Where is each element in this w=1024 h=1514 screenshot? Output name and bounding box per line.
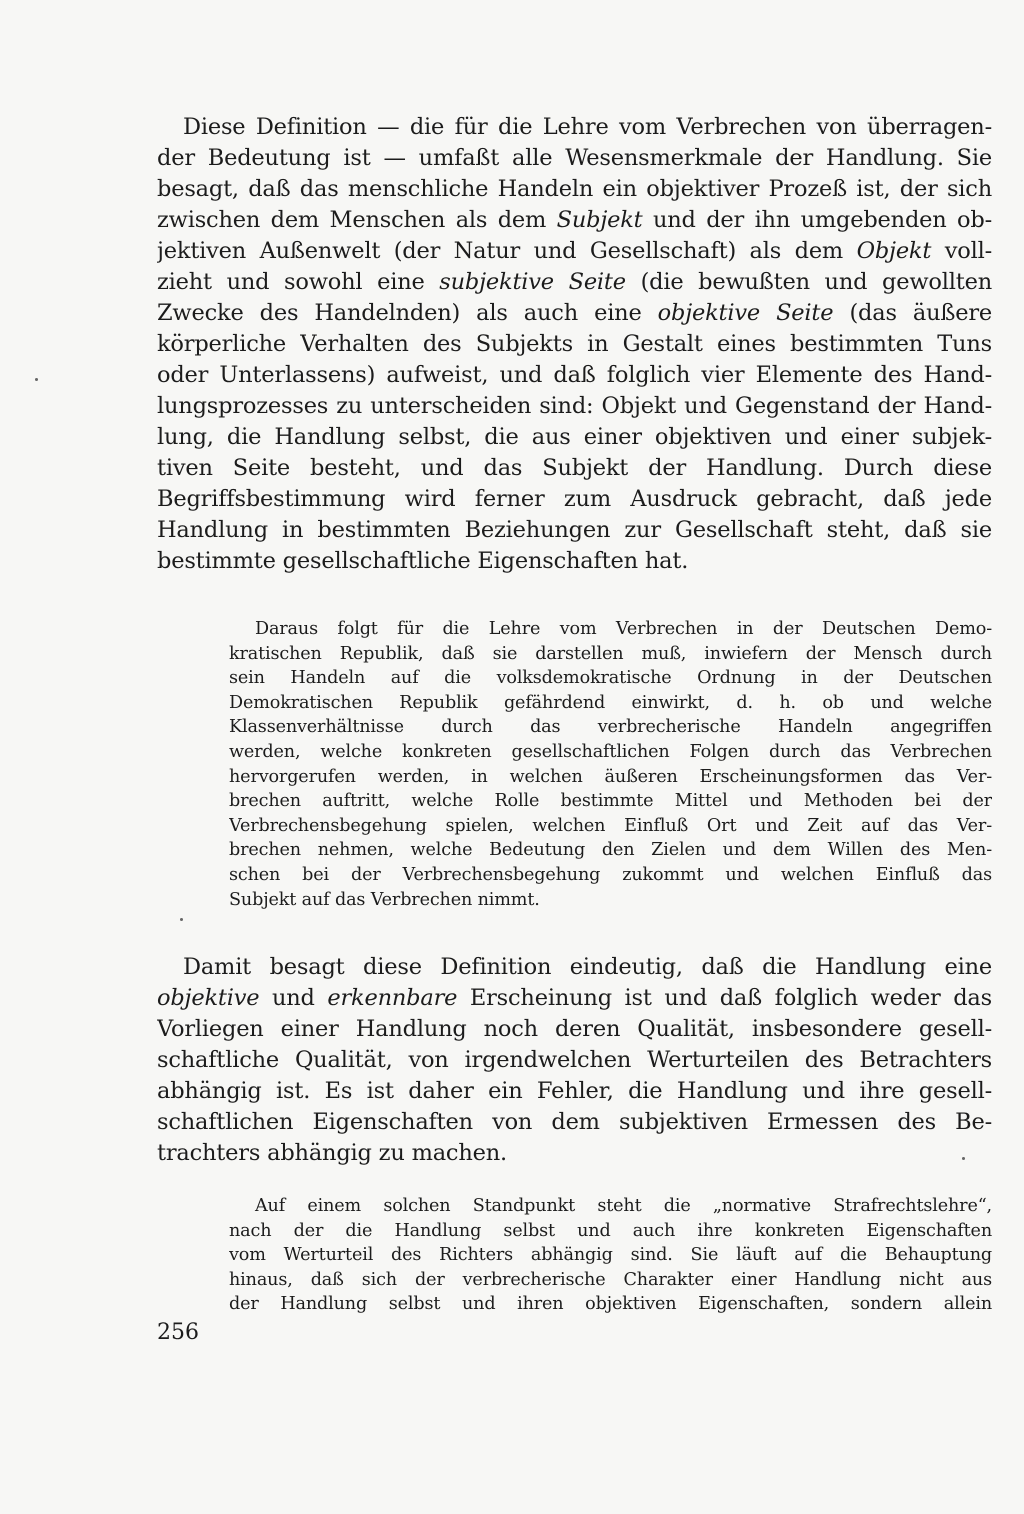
text-line: hinaus, daß sich der verbrecherische Charakter einer Handlung nicht aus <box>229 1269 992 1290</box>
text-run: (das äußere <box>833 300 992 326</box>
text-line: der Handlung selbst und ihren objektiven Eigenschaften, sondern allein <box>229 1294 992 1315</box>
text-line: abhängig ist. Es ist daher ein Fehler, die Handlung und ihre gesell- <box>157 1078 992 1104</box>
text-run: voll- <box>931 238 992 264</box>
text-line: Vorliegen einer Handlung noch deren Qualität, insbesondere gesell- <box>157 1016 992 1042</box>
emphasis-objektive: objektive <box>157 985 260 1011</box>
text-line: werden, welche konkreten gesellschaftlichen Folgen durch das Verbrechen <box>229 741 992 762</box>
emphasis-subjekt: Subjekt <box>556 207 643 233</box>
text-line: brechen auftritt, welche Rolle bestimmte Mittel und Methoden bei der <box>229 791 992 812</box>
text-line: tiven Seite besteht, und das Subjekt der Handlung. Durch diese <box>157 455 992 481</box>
text-line <box>157 267 992 298</box>
text-line: Handlung in bestimmten Beziehungen zur Gesellschaft steht, daß sie <box>157 517 992 543</box>
text-line: schaftliche Qualität, von irgendwelchen Werturteilen des Betrachters <box>157 1047 992 1073</box>
text-line: schen bei der Verbrechensbegehung zukommt und welchen Einfluß das <box>229 864 992 885</box>
text-line <box>157 298 992 329</box>
text-run: Zwecke des Handelnden) als auch eine <box>157 300 658 326</box>
scan-speck <box>180 918 183 921</box>
text-run: und der ihn umgebenden ob- <box>642 207 992 233</box>
text-line: bestimmte gesellschaftliche Eigenschaften hat. <box>157 548 689 574</box>
text-line: besagt, daß das menschliche Handeln ein objektiver Prozeß ist, der sich <box>157 176 992 202</box>
text-line: hervorgerufen werden, in welchen äußeren Erscheinungsformen das Ver- <box>229 766 992 787</box>
text-line <box>157 205 992 236</box>
text-line: Demokratischen Republik gefährdend einwirkt, d. h. ob und welche <box>229 692 992 713</box>
text-line: Verbrechensbegehung spielen, welchen Einfluß Ort und Zeit auf das Ver- <box>229 815 992 836</box>
text-line: brechen nehmen, welche Bedeutung den Zielen und dem Willen des Men- <box>229 840 992 861</box>
text-line: lung, die Handlung selbst, die aus einer objektiven und einer subjek- <box>157 424 992 450</box>
text-run: und <box>259 985 328 1011</box>
text-line <box>157 236 992 267</box>
text-line: schaftlichen Eigenschaften von dem subjektiven Ermessen des Be- <box>157 1109 992 1135</box>
text-run: (die bewußten und gewollten <box>625 269 992 295</box>
text-run: zieht und sowohl eine <box>157 269 440 295</box>
small-print-paragraph-2 <box>229 1194 992 1317</box>
emphasis-objekt: Objekt <box>856 238 932 264</box>
text-line: nach der die Handlung selbst und auch ihre konkreten Eigenschaften <box>229 1220 992 1241</box>
emphasis-subjektive-seite: subjektive Seite <box>439 269 626 295</box>
text-line: körperliche Verhalten des Subjekts in Gestalt eines bestimmten Tuns <box>157 331 992 357</box>
text-line <box>157 983 992 1014</box>
text-line: trachters abhängig zu machen. <box>157 1140 507 1166</box>
text-line: Diese Definition — die für die Lehre vom Verbrechen von überragen- <box>183 114 992 140</box>
text-line: kratischen Republik, daß sie darstellen muß, inwiefern der Mensch durch <box>229 643 992 664</box>
text-line: der Bedeutung ist — umfaßt alle Wesensmerkmale der Handlung. Sie <box>157 145 992 171</box>
text-line: Subjekt auf das Verbrechen nimmt. <box>229 889 540 910</box>
emphasis-erkennbare: erkennbare <box>327 985 458 1011</box>
text-run: zwischen dem Menschen als dem <box>157 207 557 233</box>
text-line: oder Unterlassens) aufweist, und daß folglich vier Elemente des Hand- <box>157 362 992 388</box>
text-line: Begriffsbestimmung wird ferner zum Ausdruck gebracht, daß jede <box>157 486 992 512</box>
text-line: sein Handeln auf die volksdemokratische Ordnung in der Deutschen <box>229 668 992 689</box>
small-print-paragraph-1 <box>229 617 992 912</box>
scan-speck <box>962 1157 965 1160</box>
emphasis-objektive-seite: objektive Seite <box>657 300 834 326</box>
body-paragraph-2 <box>157 952 992 1169</box>
text-line: Auf einem solchen Standpunkt steht die „normative Strafrechtslehre“, <box>255 1196 992 1216</box>
text-line: vom Werturteil des Richters abhängig sind. Sie läuft auf die Behauptung <box>229 1245 992 1266</box>
text-run: Erscheinung ist und daß folglich weder das <box>457 985 992 1011</box>
text-line: Klassenverhältnisse durch das verbrecherische Handeln angegriffen <box>229 717 992 738</box>
body-paragraph-1 <box>157 112 992 577</box>
text-line: Daraus folgt für die Lehre vom Verbrechen in der Deutschen Demo- <box>255 619 992 639</box>
text-line: lungsprozesses zu unterscheiden sind: Objekt und Gegenstand der Hand- <box>157 393 992 419</box>
text-line: Damit besagt diese Definition eindeutig, daß die Handlung eine <box>183 954 992 980</box>
page-number: 256 <box>157 1320 199 1345</box>
text-run: jektiven Außenwelt (der Natur und Gesellschaft) als dem <box>157 238 857 264</box>
scan-speck <box>35 378 38 381</box>
